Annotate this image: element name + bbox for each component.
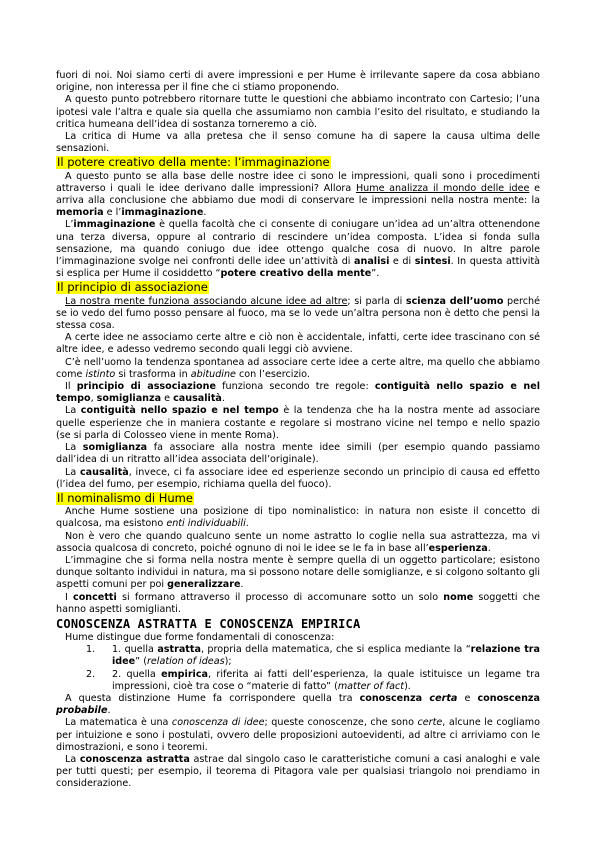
paragraph: I concetti si formano attraverso il processo di accomunare sotto un solo nome soggetti che hanno aspetti somiglianti. xyxy=(56,591,540,615)
paragraph: A certe idee ne associamo certe altre e ciò non è accidentale, infatti, certe idee trascinano con sé altre idee, e adesso vedremo secondo quali leggi ciò avviene. xyxy=(56,332,540,356)
paragraph: La somiglianza fa associare alla nostra mente idee simili (per esempio quando passiamo dall’idea di un ritratto all’idea associata dell’originale). xyxy=(56,442,540,466)
knowledge-forms-list xyxy=(56,644,540,693)
paragraph: Hume distingue due forme fondamentali di conoscenza: xyxy=(65,631,335,643)
section-heading-nominalism: Il nominalismo di Hume xyxy=(57,490,193,505)
list-item: 1. 1. quella astratta, propria della matematica, che si esplica mediante la “relazione tra idee” (relation of ideas); xyxy=(86,644,540,668)
section-heading-association: Il principio di associazione xyxy=(57,280,208,295)
paragraph: La matematica è una conoscenza di idee; queste conoscenze, che sono certe, alcune le cogliamo per intuizione e sono i postulati, ovvero delle proposizioni autoevidenti, ad altre ci arriviamo con le dimostrazioni, e sono i teoremi. xyxy=(56,717,540,753)
chapter-heading: CONOSCENZA ASTRATTA E CONOSCENZA EMPIRICA xyxy=(56,616,361,631)
paragraph: La contiguità nello spazio e nel tempo è la tendenza che ha la nostra mente ad associare quelle esperienze che in maniera costante e regolare si mostrano vicine nel tempo e nello spazio (se si parla di Colosseo viene in mente Roma). xyxy=(56,405,540,441)
list-number: 2. xyxy=(86,668,96,680)
paragraph: L’immagine che si forma nella nostra mente è sempre quella di un oggetto particolare; esistono dunque soltanto individui in natura, ma si possono notare delle somiglianze, e si colgono soltanto gli aspetti comuni per poi generalizzare. xyxy=(56,554,541,591)
paragraph: Anche Hume sostiene una posizione di tipo nominalistico: in natura non esiste il concetto di qualcosa, ma esistono enti individuabili. xyxy=(56,506,540,530)
section-heading-imagination: Il potere creativo della mente: l’immaginazione xyxy=(57,155,330,170)
paragraph: La conoscenza astratta astrae dal singolo caso le caratteristiche comuni a casi analoghi e vale per tutti questi; per esempio, il teorema di Pitagora vale per qualsiasi triangolo noi prendiamo in considerazione. xyxy=(56,753,541,790)
paragraph: fuori di noi. Noi siamo certi di avere impressioni e per Hume è irrilevante sapere da cosa abbiano origine, non interessa per il fine che ci stiamo proponendo. xyxy=(56,70,540,94)
paragraph: La causalità, invece, ci fa associare idee ed esperienze secondo un principio di causa ed effetto (l’idea del fumo, per esempio, richiama quella del fuoco). xyxy=(56,466,540,490)
paragraph: C’è nell’uomo la tendenza spontanea ad associare certe idee a certe altre, ma quello che abbiamo come istinto si trasforma in abitudine con l’esercizio. xyxy=(56,356,540,380)
list-item: 2. 2. quella empirica, riferita ai fatti dell’esperienza, la quale istituisce un legame tra impressioni, cioè tra cose o “materie di fatto” (matter of fact). xyxy=(86,668,540,692)
paragraph: A questo punto se alla base delle nostre idee ci sono le impressioni, quali sono i procedimenti attraverso i quali le idee derivano dalle impressioni? Allora Hume analizza il mondo delle idee e arriva alla conclusione che abbiamo due modi di conservare le impressioni nella nostra mente: la memoria e l’immaginazione. xyxy=(56,170,540,219)
paragraph: La nostra mente funziona associando alcune idee ad altre; si parla di scienza dell’uomo perché se io vedo del fumo posso pensare al fuoco, ma se lo vede un’altra persona non è detto che pensi la stessa cosa. xyxy=(56,295,540,332)
paragraph: L’immaginazione è quella facoltà che ci consente di coniugare un’idea ad un’altra ottenendone una terza diversa, oppure al contrario di rescindere un’idea composta. L’idea si fonda sulla sensazione, ma quando coniugo due idee ottengo qualche cosa di nuovo. In altre parole l’immaginazione svolge nei confronti delle idee un’attività di analisi e di sintesi. In questa attività si esplica per Hume il cosiddetto “potere creativo della mente”. xyxy=(56,219,541,280)
paragraph: A questo punto potrebbero ritornare tutte le questioni che abbiamo incontrato con Cartesio; l’una ipotesi vale l’altra e quale sia quella che assumiamo non cambia l’esito del risultato, e studiando la critica humeana dell’idea di sostanza torneremo a ciò. xyxy=(56,94,540,130)
document-page xyxy=(56,70,540,791)
list-number: 1. xyxy=(86,644,96,656)
paragraph: La critica di Hume va alla pretesa che il senso comune ha di sapere la causa ultima delle sensazioni. xyxy=(56,131,540,155)
paragraph: A questa distinzione Hume fa corrispondere quella tra conoscenza certa e conoscenza probabile. xyxy=(56,692,540,717)
paragraph: Non è vero che quando qualcuno sente un nome astratto lo coglie nella sua astrattezza, ma vi associa qualcosa di concreto, poiché ognuno di noi le idee se le fa in base all’esperienza. xyxy=(56,530,540,554)
paragraph: Il principio di associazione funziona secondo tre regole: contiguità nello spazio e nel tempo, somiglianza e causalità. xyxy=(56,381,540,405)
